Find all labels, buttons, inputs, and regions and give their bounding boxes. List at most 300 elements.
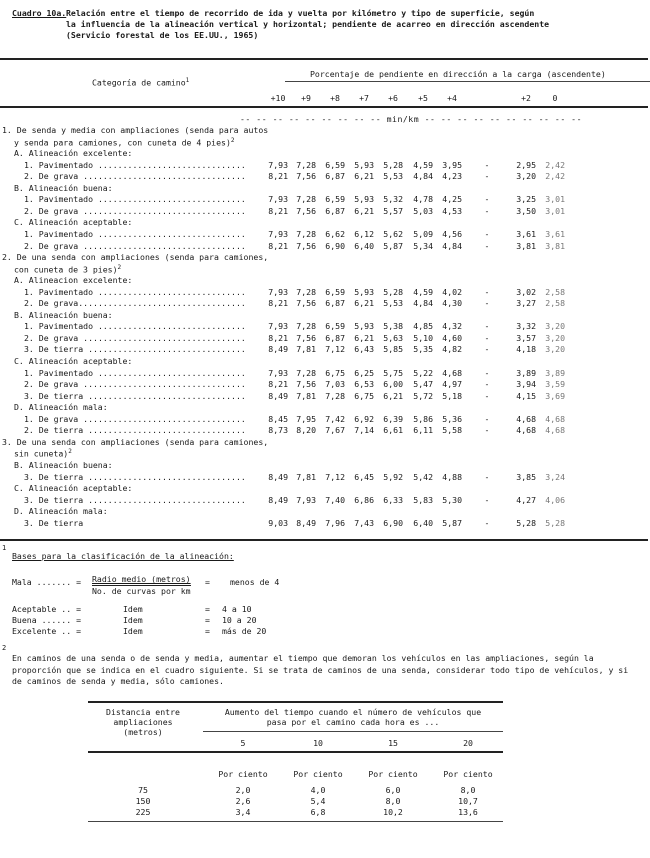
cell-value: 7,95 (296, 413, 316, 424)
table-row (0, 241, 650, 252)
cell-value: - (484, 471, 490, 482)
t2-group-header: Aumento del tiempo cuando el número de vehículos que pasa por el camino cada hora es ... (224, 707, 482, 727)
cell-value: 4,68 (516, 413, 536, 424)
cell-value: - (484, 367, 490, 378)
cell-value: 7,12 (325, 344, 345, 355)
cell-value: 5,47 (413, 379, 433, 390)
top-rule (0, 58, 648, 60)
row-label: y senda para camiones, con cuneta de 4 pies)$^2$ (14, 136, 235, 148)
cell-value: 4,85 (413, 321, 433, 332)
cell-value: 5,28 (545, 517, 565, 528)
cell-value: 5,30 (442, 494, 462, 505)
row-label: B. Alineación buena: (14, 309, 113, 320)
row-label: 1. De grava ................................. (24, 413, 246, 424)
row-label: 1. Pavimentado .............................. (24, 228, 246, 239)
cell-value: 8,49 (268, 471, 288, 482)
cell-value: - (484, 379, 490, 390)
table-row (0, 160, 650, 171)
cell-value: 6,43 (354, 344, 374, 355)
cell-value: 7,14 (354, 425, 374, 436)
cell-value: 2,42 (545, 171, 565, 182)
cell-value: 6,53 (354, 379, 374, 390)
cell-value: 6,59 (325, 321, 345, 332)
cell-value: 6,45 (354, 471, 374, 482)
cell-value: 5,18 (442, 390, 462, 401)
t2-bottom-rule (88, 821, 503, 822)
cell-value: 5,03 (413, 205, 433, 216)
cell-value: 4,88 (442, 471, 462, 482)
table-row (0, 171, 650, 182)
row-label: 3. De tierra ................................ (24, 344, 246, 355)
column-header: 0 (552, 93, 558, 103)
cell-value: 3,81 (516, 240, 536, 251)
column-header: +7 (359, 93, 369, 103)
equals: = (205, 615, 210, 625)
cell-value: - (484, 321, 490, 332)
row-label: B. Alineación buena: (14, 459, 113, 470)
cell-value: 3,32 (516, 321, 536, 332)
t2-group-rule (203, 731, 503, 732)
cell-value: 6,87 (325, 298, 345, 309)
table-row (0, 206, 650, 217)
cell-value: 6,40 (354, 240, 374, 251)
table-row (0, 425, 650, 436)
t2-cell-value: 8,0 (385, 796, 401, 806)
cell-value: 4,30 (442, 298, 462, 309)
cell-value: 5,93 (354, 321, 374, 332)
cell-value: - (484, 517, 490, 528)
cell-value: 2,95 (516, 159, 536, 170)
cell-value: 3,02 (516, 286, 536, 297)
row-label: D. Alineación mala: (14, 506, 108, 517)
cell-value: 7,93 (296, 494, 316, 505)
cell-value: 4,68 (516, 425, 536, 436)
cell-value: 4,60 (442, 332, 462, 343)
row-label: 2. De grava ................................. (24, 205, 246, 216)
cell-value: 3,20 (516, 171, 536, 182)
title-line: Relación entre el tiempo de recorrido de ida y vuelta por kilómetro y tipo de superficie, según (66, 8, 535, 18)
footnote-2-mark: 2 (2, 644, 7, 652)
cell-value: 7,81 (296, 344, 316, 355)
cell-value: 5,72 (413, 390, 433, 401)
fraction-numerator: Radio medio (metros) (92, 574, 191, 584)
column-header: +5 (418, 93, 428, 103)
row-label: 2. De grava.................................. (24, 298, 246, 309)
cell-value: 3,69 (545, 390, 565, 401)
cell-value: 4,18 (516, 344, 536, 355)
table-row (0, 287, 650, 298)
cell-value: 3,94 (516, 379, 536, 390)
t2-distance: 75 (138, 785, 148, 795)
group-rule (285, 81, 650, 82)
fraction (92, 574, 191, 596)
cell-value: 7,42 (325, 413, 345, 424)
cell-value: 4,56 (442, 228, 462, 239)
cell-value: 6,11 (413, 425, 433, 436)
cell-value: 4,78 (413, 194, 433, 205)
table-row (0, 379, 650, 390)
cell-value: 4,97 (442, 379, 462, 390)
cell-value: 5,63 (383, 332, 403, 343)
alignment-mala-label: Mala ....... = (12, 577, 82, 587)
table-row-heading (0, 275, 650, 286)
cell-value: - (484, 425, 490, 436)
cell-value: 6,25 (354, 367, 374, 378)
t2-cell-value: 2,0 (235, 785, 251, 795)
cell-value: 7,81 (296, 471, 316, 482)
row-label: A. Alineacion excelente: (14, 275, 133, 286)
t2-cell-value: 13,6 (458, 807, 478, 817)
cell-value: - (484, 194, 490, 205)
cell-value: 5,28 (383, 286, 403, 297)
cell-value: 3,89 (516, 367, 536, 378)
cell-value: 5,86 (413, 413, 433, 424)
cell-value: 5,53 (383, 171, 403, 182)
cell-value: 5,92 (383, 471, 403, 482)
t2-cell-value: 10,7 (458, 796, 478, 806)
cell-value: 3,61 (545, 228, 565, 239)
cell-value: 6,87 (325, 205, 345, 216)
table-row (0, 344, 650, 355)
group-header: Porcentaje de pendiente en dirección a la carga (ascendente) (310, 69, 606, 79)
cell-value: 7,56 (296, 332, 316, 343)
table-row (0, 414, 650, 425)
table-row-heading (0, 437, 650, 448)
row-label: 2. De grava ................................. (24, 332, 246, 343)
cell-value: 2,58 (545, 286, 565, 297)
cell-value: 6,21 (354, 205, 374, 216)
table-row-heading (0, 264, 650, 275)
cell-value: 7,93 (268, 367, 288, 378)
cell-value: 8,45 (268, 413, 288, 424)
row-label: C. Alineación aceptable: (14, 217, 133, 228)
column-header: +2 (521, 93, 531, 103)
table-row (0, 194, 650, 205)
cell-value: 5,62 (383, 228, 403, 239)
table-row-heading (0, 148, 650, 159)
t2-distance: 150 (135, 796, 151, 806)
t2-unit-label: Por ciento (368, 769, 418, 779)
cell-value: 4,84 (413, 298, 433, 309)
cell-value: 3,24 (545, 471, 565, 482)
row-label: C. Alineación aceptable: (14, 483, 133, 494)
cell-value: 4,27 (516, 494, 536, 505)
cell-value: 7,93 (268, 159, 288, 170)
cell-value: 5,36 (442, 413, 462, 424)
cell-value: 3,85 (516, 471, 536, 482)
header-rule (0, 106, 648, 108)
cell-value: 6,61 (383, 425, 403, 436)
cell-value: - (484, 240, 490, 251)
t2-cell-value: 2,6 (235, 796, 251, 806)
cell-value: 4,23 (442, 171, 462, 182)
cell-value: 6,21 (354, 298, 374, 309)
cell-value: 5,28 (516, 517, 536, 528)
cell-value: - (484, 286, 490, 297)
row-label: 2. De una senda con ampliaciones (senda para camiones, (2, 252, 269, 263)
cell-value: 5,28 (383, 159, 403, 170)
cell-value: 5,85 (383, 344, 403, 355)
cell-value: 8,21 (268, 240, 288, 251)
cell-value: 3,25 (516, 194, 536, 205)
cell-value: 7,03 (325, 379, 345, 390)
cell-value: 7,12 (325, 471, 345, 482)
cell-value: 5,87 (442, 517, 462, 528)
table-row-heading (0, 252, 650, 263)
row-label: 1. Pavimentado .............................. (24, 321, 246, 332)
cell-value: 8,21 (268, 205, 288, 216)
cell-value: 7,28 (296, 321, 316, 332)
row-label: 2. De grava ................................. (24, 171, 246, 182)
cell-value: 4,68 (545, 425, 565, 436)
cell-value: 6,59 (325, 286, 345, 297)
cell-value: - (484, 390, 490, 401)
row-label: 1. Pavimentado .............................. (24, 194, 246, 205)
cell-value: 6,86 (354, 494, 374, 505)
cell-value: 8,49 (268, 344, 288, 355)
cell-value: 8,20 (296, 425, 316, 436)
t2-header-rule (88, 751, 503, 753)
cell-value: 3,27 (516, 298, 536, 309)
row-label: sin cuneta)$^2$ (14, 448, 72, 460)
t2-cell-value: 10,2 (383, 807, 403, 817)
row-label: 3. De una senda con ampliaciones (senda para camiones, (2, 436, 269, 447)
cell-value: 6,90 (383, 517, 403, 528)
cell-value: 7,28 (296, 228, 316, 239)
cell-value: 5,58 (442, 425, 462, 436)
cell-value: 2,58 (545, 298, 565, 309)
alignment-label: Aceptable .. = (12, 604, 82, 614)
t2-cell-value: 5,4 (310, 796, 326, 806)
footnote-1-title: Bases para la clasificación de la alineación: (12, 551, 234, 561)
cell-value: 4,59 (413, 159, 433, 170)
t2-column-header: 5 (240, 738, 246, 748)
t2-cell-value: 3,4 (235, 807, 251, 817)
cell-value: - (484, 494, 490, 505)
cell-value: 7,40 (325, 494, 345, 505)
cell-value: 5,87 (383, 240, 403, 251)
table-row (0, 298, 650, 309)
cell-value: 3,50 (516, 205, 536, 216)
row-label: 1. Pavimentado .............................. (24, 286, 246, 297)
t2-cell-value: 6,8 (310, 807, 326, 817)
cell-value: 6,87 (325, 171, 345, 182)
cell-value: 6,87 (325, 332, 345, 343)
alignment-value: más de 20 (222, 626, 267, 636)
column-header: +10 (270, 93, 286, 103)
cell-value: - (484, 159, 490, 170)
t2-distance: 225 (135, 807, 151, 817)
equals: = (205, 577, 210, 587)
cell-value: 6,75 (354, 390, 374, 401)
row-label: 3. De tierra (24, 517, 84, 528)
t2-cell-value: 4,0 (310, 785, 326, 795)
table-row-heading (0, 460, 650, 471)
cell-value: 3,95 (442, 159, 462, 170)
row-label: 1. Pavimentado .............................. (24, 159, 246, 170)
cell-value: 5,10 (413, 332, 433, 343)
cell-value: 6,39 (383, 413, 403, 424)
cell-value: 7,67 (325, 425, 345, 436)
cell-value: 7,28 (296, 194, 316, 205)
row-label: con cuneta de 3 pies)$^2$ (14, 263, 122, 275)
cell-value: 5,75 (383, 367, 403, 378)
row-label: B. Alineación buena: (14, 182, 113, 193)
t2-unit-label: Por ciento (443, 769, 493, 779)
cell-value: 3,20 (545, 332, 565, 343)
cell-value: 6,00 (383, 379, 403, 390)
cell-value: 7,93 (268, 228, 288, 239)
idem-ref: Idem (123, 615, 143, 625)
table-row-heading (0, 137, 650, 148)
table-row (0, 518, 650, 529)
cell-value: 7,56 (296, 240, 316, 251)
cell-value: 6,21 (354, 171, 374, 182)
cell-value: 6,75 (325, 367, 345, 378)
table-row (0, 333, 650, 344)
column-header: +9 (301, 93, 311, 103)
row-label: 2. De grava ................................. (24, 240, 246, 251)
cell-value: 7,56 (296, 205, 316, 216)
table-row (0, 391, 650, 402)
cell-value: 5,34 (413, 240, 433, 251)
table-row-heading (0, 310, 650, 321)
cell-value: 3,20 (545, 344, 565, 355)
cell-value: - (484, 298, 490, 309)
cell-value: 5,38 (383, 321, 403, 332)
table-row (0, 229, 650, 240)
footnote-1-mark: 1 (2, 544, 7, 552)
cell-value: 4,68 (442, 367, 462, 378)
cell-value: 6,90 (325, 240, 345, 251)
cell-value: 5,53 (383, 298, 403, 309)
cell-value: 4,59 (413, 286, 433, 297)
cell-value: 5,35 (413, 344, 433, 355)
cell-value: 8,21 (268, 171, 288, 182)
cell-value: 5,57 (383, 205, 403, 216)
t2-top-rule (88, 701, 503, 703)
table-row-heading (0, 448, 650, 459)
row-label: 3. De tierra ................................ (24, 471, 246, 482)
footnote-2-text: En caminos de una senda o de senda y media, aumentar el tiempo que demoran los vehículos en las ampliaciones, según la proporción que se indica en el cuadro siguiente. Si se trata de caminos de una senda, considerar todo tipo de vehículos, y si de caminos de senda y media, sólo camiones. (12, 653, 629, 686)
cell-value: 4,82 (442, 344, 462, 355)
cell-value: 8,49 (296, 517, 316, 528)
idem-ref: Idem (123, 604, 143, 614)
cell-value: 5,83 (413, 494, 433, 505)
cell-value: 7,28 (325, 390, 345, 401)
row-label: 1. Pavimentado .............................. (24, 367, 246, 378)
cell-value: 4,32 (442, 321, 462, 332)
table-row-heading (0, 183, 650, 194)
cell-value: 7,28 (296, 286, 316, 297)
cell-value: 3,61 (516, 228, 536, 239)
t2-cell-value: 8,0 (460, 785, 476, 795)
table-row-heading (0, 125, 650, 136)
cell-value: 6,92 (354, 413, 374, 424)
cell-value: 5,93 (354, 286, 374, 297)
column-header: +4 (447, 93, 457, 103)
category-header: Categoría de camino$^1$ (92, 77, 190, 88)
cell-value: 8,49 (268, 494, 288, 505)
cell-value: - (484, 344, 490, 355)
cell-value: 5,32 (383, 194, 403, 205)
cell-value: 6,33 (383, 494, 403, 505)
alignment-value: 4 a 10 (222, 604, 252, 614)
equals: = (205, 626, 210, 636)
cell-value: - (484, 205, 490, 216)
cell-value: 2,42 (545, 159, 565, 170)
cell-value: 5,93 (354, 194, 374, 205)
row-label: D. Alineación mala: (14, 402, 108, 413)
t2-distance-header: Distancia entre ampliaciones (metros) (106, 707, 180, 737)
cell-value: 7,81 (296, 390, 316, 401)
cell-value: 5,09 (413, 228, 433, 239)
table-title (66, 8, 549, 41)
cell-value: 4,84 (442, 240, 462, 251)
cell-value: 3,59 (545, 379, 565, 390)
cell-value: 6,21 (354, 332, 374, 343)
cell-value: 7,56 (296, 298, 316, 309)
table-row (0, 472, 650, 483)
cell-value: 4,84 (413, 171, 433, 182)
alignment-value: 10 a 20 (222, 615, 257, 625)
t2-unit-label: Por ciento (218, 769, 268, 779)
cell-value: 6,59 (325, 194, 345, 205)
cell-value: 3,89 (545, 367, 565, 378)
cell-value: 7,56 (296, 171, 316, 182)
alignment-mala-value: menos de 4 (230, 577, 280, 587)
row-label: 3. De tierra ................................ (24, 494, 246, 505)
cell-value: 4,25 (442, 194, 462, 205)
cell-value: 3,01 (545, 205, 565, 216)
cell-value: 7,93 (268, 194, 288, 205)
cell-value: 3,57 (516, 332, 536, 343)
column-header: +6 (388, 93, 398, 103)
table-row (0, 368, 650, 379)
cell-value: 4,53 (442, 205, 462, 216)
title-line: la influencia de la alineación vertical y horizontal; pendiente de acarreo en dirección ascendente (66, 19, 550, 29)
cell-value: 6,62 (325, 228, 345, 239)
table-number: Cuadro 10a. (12, 8, 67, 18)
cell-value: 6,59 (325, 159, 345, 170)
cell-value: 7,56 (296, 379, 316, 390)
cell-value: 8,21 (268, 332, 288, 343)
cell-value: - (484, 413, 490, 424)
cell-value: 3,20 (545, 321, 565, 332)
row-label: C. Alineación aceptable: (14, 356, 133, 366)
row-label: A. Alineación excelente: (14, 148, 133, 159)
t2-column-header: 20 (463, 738, 473, 748)
cell-value: 7,43 (354, 517, 374, 528)
cell-value: 8,21 (268, 298, 288, 309)
cell-value: 4,15 (516, 390, 536, 401)
cell-value: 7,28 (296, 367, 316, 378)
cell-value: 7,96 (325, 517, 345, 528)
cell-value: 6,40 (413, 517, 433, 528)
table-row (0, 495, 650, 506)
cell-value: - (484, 332, 490, 343)
cell-value: 4,02 (442, 286, 462, 297)
cell-value: 3,01 (545, 194, 565, 205)
cell-value: - (484, 171, 490, 182)
cell-value: 7,28 (296, 159, 316, 170)
table-row-heading (0, 356, 650, 367)
title-line: (Servicio forestal de los EE.UU., 1965) (66, 30, 259, 40)
cell-value: 7,93 (268, 321, 288, 332)
t2-column-header: 15 (388, 738, 398, 748)
row-label: 3. De tierra ................................ (24, 390, 246, 401)
unit-row: -- -- -- -- -- -- -- -- -- min/km -- -- -- -- -- -- -- -- -- -- (240, 114, 583, 124)
